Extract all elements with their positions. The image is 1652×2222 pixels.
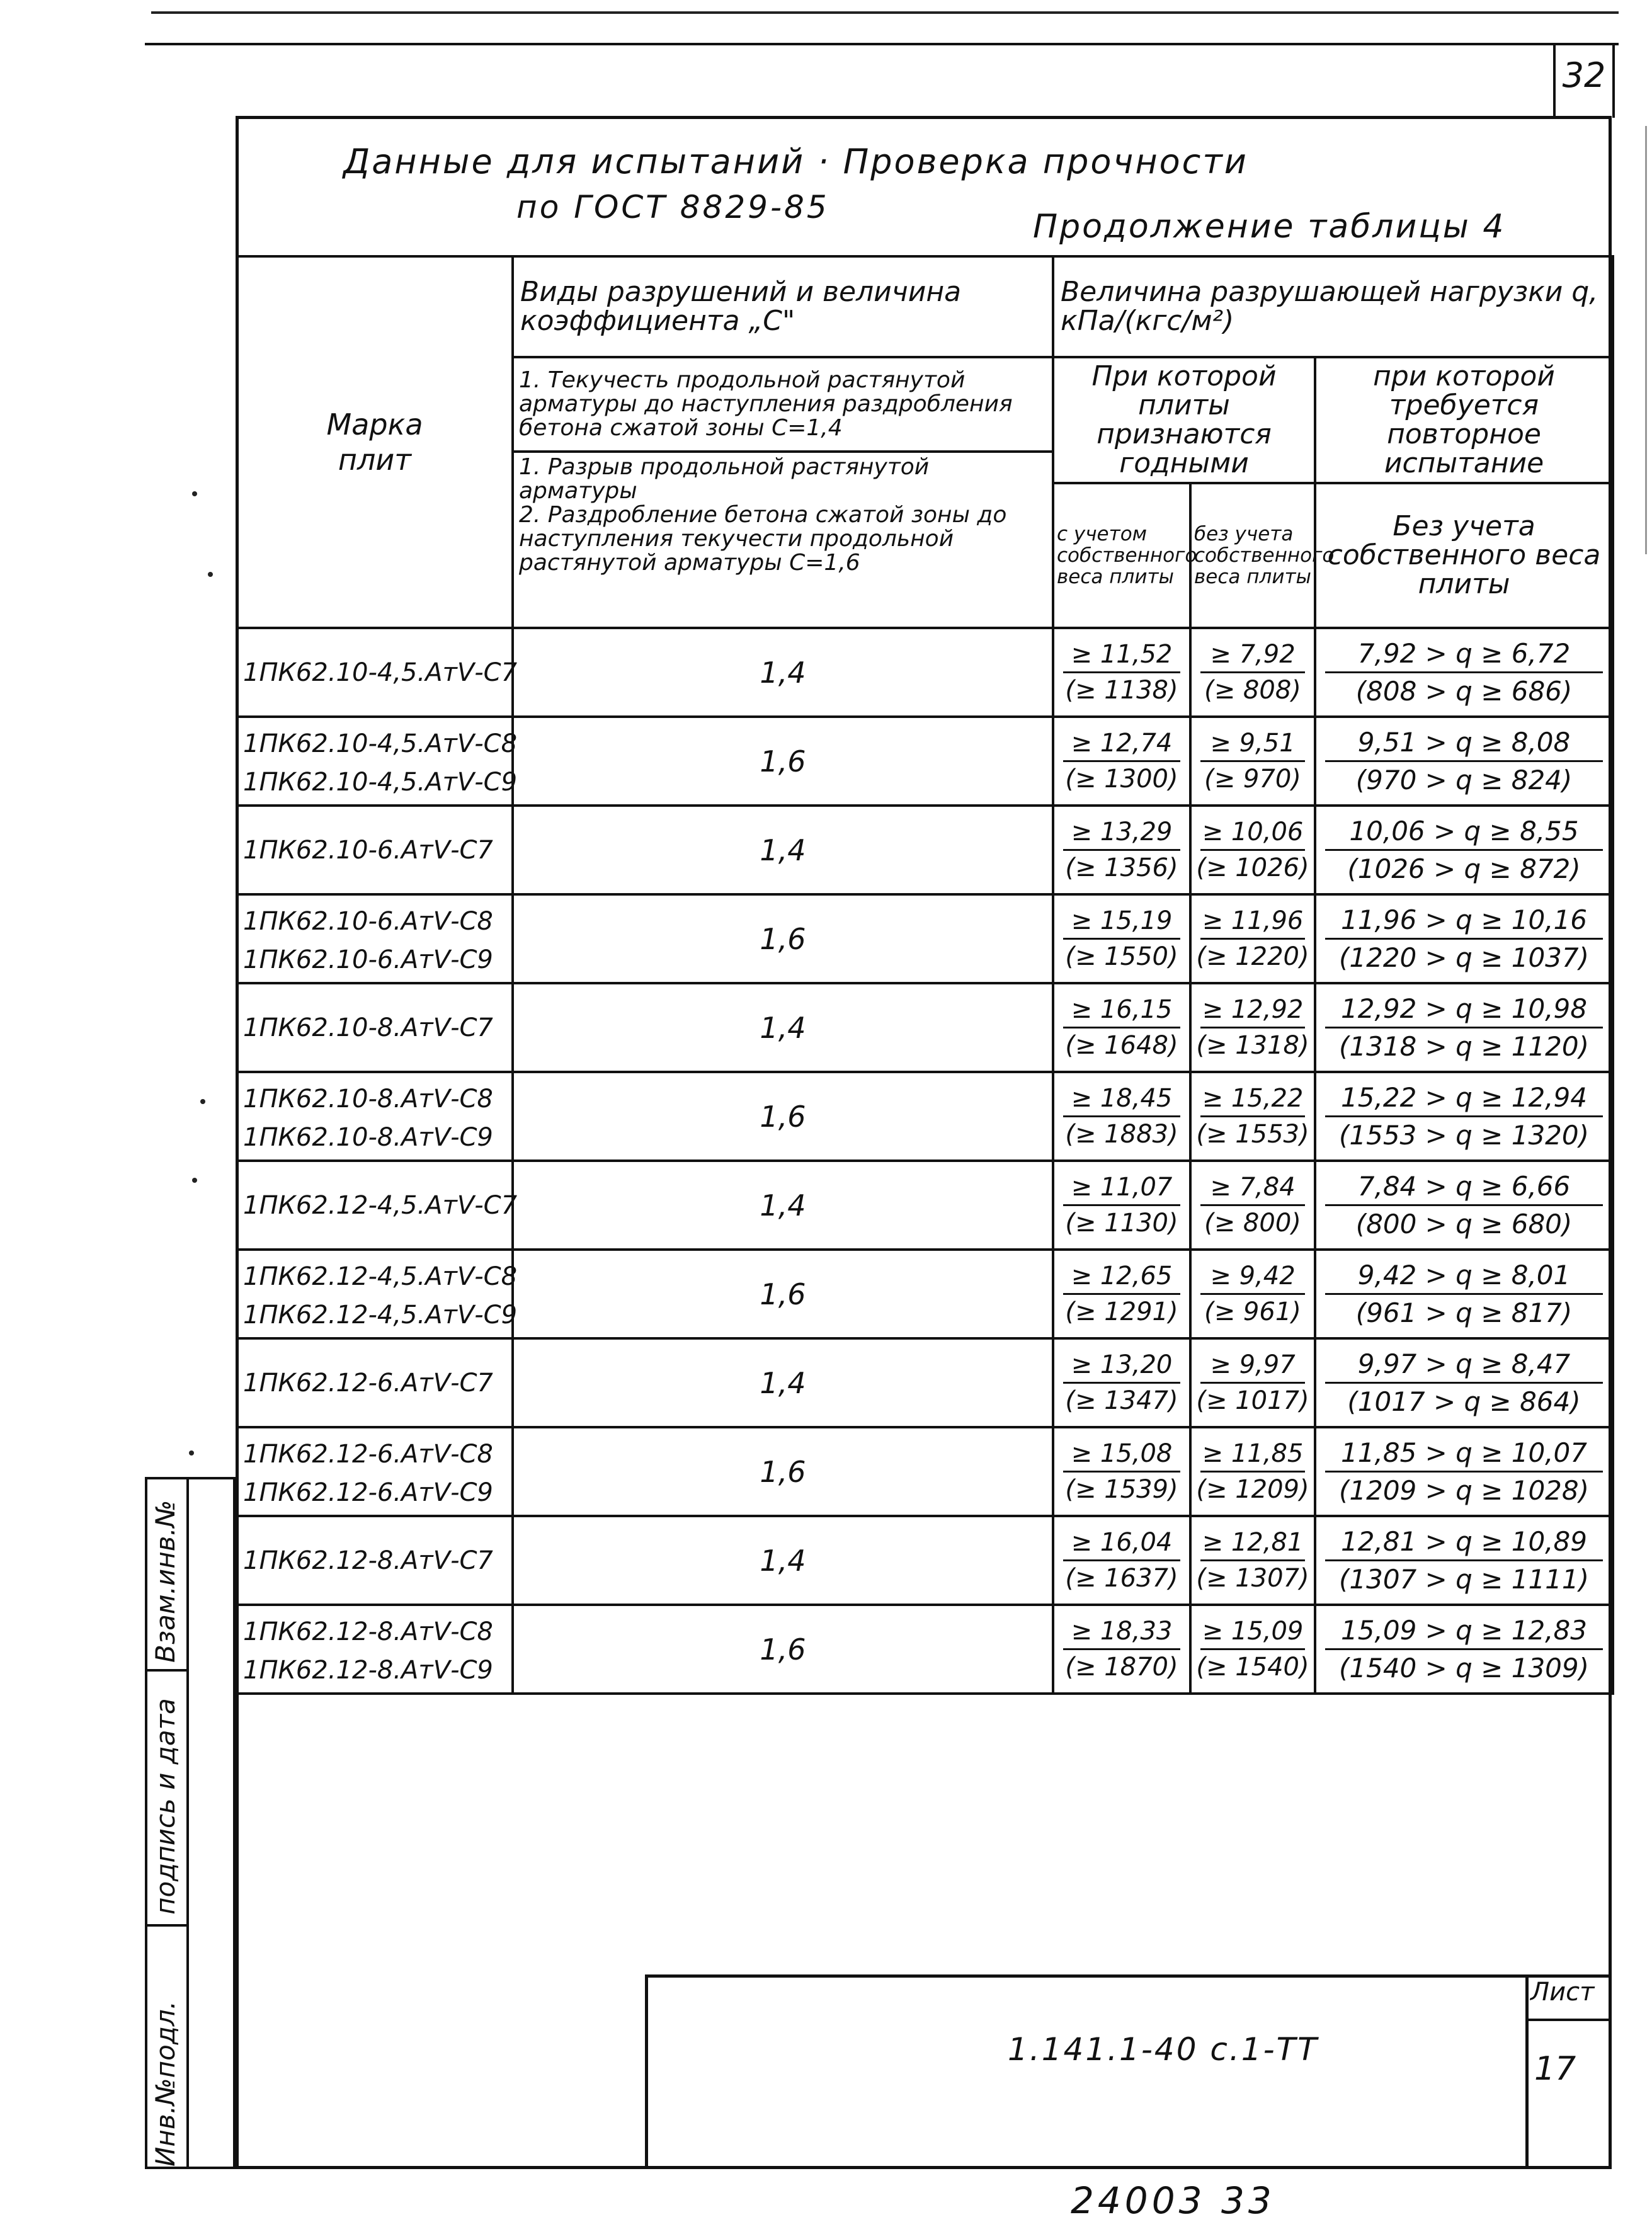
load-without-weight-kgs: (≥ 800): [1204, 1209, 1301, 1238]
load-with-weight-kgs: (≥ 1550): [1065, 942, 1178, 971]
load-with-weight-kpa: ≥ 12,65: [1063, 1262, 1180, 1295]
retest-range-kgs: (1209 > q ≥ 1028): [1339, 1475, 1589, 1506]
load-without-weight-kpa: ≥ 7,92: [1200, 640, 1305, 673]
retest-range-kgs: (1220 > q ≥ 1037): [1339, 942, 1589, 973]
load-without-weight: [1190, 894, 1315, 983]
load-without-weight-kgs: (≥ 1026): [1196, 853, 1309, 882]
coefficient-c: 1,4: [513, 983, 1053, 1072]
scan-speck: [189, 1450, 194, 1456]
load-with-weight-kgs: (≥ 1883): [1065, 1120, 1178, 1149]
scan-speck: [200, 1099, 205, 1104]
load-without-weight-kgs: (≥ 1318): [1196, 1031, 1309, 1060]
load-without-weight-kgs: (≥ 961): [1204, 1297, 1301, 1326]
coefficient-c: 1,4: [513, 1338, 1053, 1427]
slab-mark: 1ПК62.12-6.АтⅤ-С9: [243, 1478, 493, 1507]
table-row: [237, 894, 1613, 983]
scan-edge-mark: [1645, 126, 1647, 554]
table-row: [237, 1072, 1613, 1161]
retest-range-kgs: (1017 > q ≥ 864): [1347, 1386, 1581, 1417]
load-without-weight-kgs: (≥ 1017): [1196, 1386, 1309, 1415]
table-row: [237, 806, 1613, 894]
coefficient-c: 1,6: [513, 717, 1053, 806]
load-with-weight: [1053, 1516, 1190, 1605]
retest-range: [1315, 1161, 1613, 1250]
retest-range-kpa: 11,96 > q ≥ 10,16: [1325, 904, 1603, 940]
header-marka: [237, 256, 513, 628]
load-with-weight: [1053, 628, 1190, 717]
coefficient-c: 1,6: [513, 1250, 1053, 1338]
load-without-weight-kpa: ≥ 15,22: [1200, 1084, 1305, 1117]
retest-range-kgs: (808 > q ≥ 686): [1355, 676, 1573, 707]
load-with-weight-kpa: ≥ 11,52: [1063, 640, 1180, 673]
slab-mark-cell: [237, 806, 513, 894]
slab-mark: 1ПК62.10-6.АтⅤ-С8: [243, 907, 493, 936]
retest-range: [1315, 1427, 1613, 1516]
load-with-weight-kpa: ≥ 15,08: [1063, 1439, 1180, 1473]
table-row: [237, 717, 1613, 806]
retest-range-kgs: (961 > q ≥ 817): [1355, 1297, 1573, 1328]
slab-mark-cell: [237, 1516, 513, 1605]
retest-range-kgs: (1540 > q ≥ 1309): [1339, 1653, 1589, 1684]
slab-mark-cell: [237, 983, 513, 1072]
load-with-weight-kpa: ≥ 18,45: [1063, 1084, 1180, 1117]
load-with-weight-kgs: (≥ 1870): [1065, 1653, 1178, 1682]
slab-mark-cell: [237, 894, 513, 983]
retest-range-kpa: 11,85 > q ≥ 10,07: [1325, 1437, 1603, 1473]
load-with-weight-kpa: ≥ 12,74: [1063, 729, 1180, 762]
test-data-table: [236, 255, 1614, 1695]
retest-range: [1315, 983, 1613, 1072]
retest-range-kgs: (970 > q ≥ 824): [1355, 765, 1573, 795]
title-block: [645, 1974, 1612, 2169]
load-with-weight-kgs: (≥ 1291): [1065, 1297, 1178, 1326]
load-with-weight-kgs: (≥ 1300): [1065, 765, 1178, 794]
retest-range-kpa: 15,09 > q ≥ 12,83: [1325, 1615, 1603, 1650]
slab-mark-cell: [237, 1338, 513, 1427]
slab-mark-cell: [237, 1250, 518, 1338]
slab-mark: 1ПК62.12-8.АтⅤ-С9: [243, 1656, 493, 1685]
table-body: [237, 628, 1613, 1694]
retest-range: [1315, 628, 1613, 717]
slab-mark: 1ПК62.10-6.АтⅤ-С9: [243, 945, 493, 974]
retest-range: [1315, 1338, 1613, 1427]
retest-range-kpa: 9,97 > q ≥ 8,47: [1325, 1348, 1603, 1384]
load-with-weight-kpa: ≥ 13,20: [1063, 1350, 1180, 1384]
retest-range-kpa: 15,22 > q ≥ 12,94: [1325, 1082, 1603, 1117]
header-failure-types: Виды разрушений и величина коэффициента „С": [513, 256, 1053, 357]
slab-mark-cell: [237, 717, 518, 806]
table-row: [237, 1161, 1613, 1250]
load-without-weight-kpa: ≥ 9,51: [1200, 729, 1305, 762]
load-without-weight: [1190, 1516, 1315, 1605]
slab-mark: 1ПК62.12-4,5.АтⅤ-С8: [243, 1262, 518, 1291]
table-row: [237, 1250, 1613, 1338]
page-title: Данные для испытаний · Проверка прочности: [343, 142, 1248, 181]
slab-mark-cell: [237, 1161, 518, 1250]
retest-range-kpa: 7,84 > q ≥ 6,66: [1325, 1171, 1603, 1206]
load-without-weight: [1190, 717, 1315, 806]
slab-mark: 1ПК62.10-8.АтⅤ-С8: [243, 1085, 493, 1114]
load-without-weight-kgs: (≥ 970): [1204, 765, 1301, 794]
slab-mark: 1ПК62.12-8.АтⅤ-С8: [243, 1617, 493, 1646]
load-without-weight: [1190, 806, 1315, 894]
retest-range-kgs: (1307 > q ≥ 1111): [1339, 1564, 1589, 1595]
load-with-weight: [1053, 717, 1190, 806]
header-load: Величина разрушающей нагрузки q, кПа/(кгс/м²): [1053, 256, 1613, 357]
scan-speck: [192, 1178, 197, 1183]
slab-mark: 1ПК62.10-8.АтⅤ-С7: [243, 1013, 493, 1042]
retest-range-kgs: (800 > q ≥ 680): [1355, 1209, 1573, 1239]
retest-range-kpa: 12,81 > q ≥ 10,89: [1325, 1526, 1603, 1561]
load-with-weight: [1053, 983, 1190, 1072]
slab-mark: 1ПК62.12-4,5.АтⅤ-С9: [243, 1301, 518, 1330]
header-with-weight: с учетом собственного веса плиты: [1053, 483, 1190, 628]
header-retest: при которой требуется повторное испытание: [1315, 357, 1613, 483]
table-row: [237, 1338, 1613, 1427]
load-without-weight-kpa: ≥ 10,06: [1200, 818, 1305, 851]
coefficient-c: 1,4: [513, 806, 1053, 894]
side-label-podpis: подпись и дата: [150, 1698, 181, 1915]
load-with-weight: [1053, 1427, 1190, 1516]
load-with-weight: [1053, 1605, 1190, 1694]
retest-range: [1315, 806, 1613, 894]
load-without-weight: [1190, 1072, 1315, 1161]
retest-range: [1315, 1250, 1613, 1338]
retest-range-kgs: (1026 > q ≥ 872): [1347, 853, 1581, 884]
load-with-weight-kgs: (≥ 1138): [1065, 676, 1178, 705]
slab-mark-cell: [237, 1072, 513, 1161]
load-without-weight: [1190, 1250, 1315, 1338]
header-retest-without-weight: Без учета собственного веса плиты: [1315, 483, 1613, 628]
top-rule: [151, 11, 1619, 14]
load-without-weight-kgs: (≥ 1220): [1196, 942, 1309, 971]
load-without-weight: [1190, 1161, 1315, 1250]
load-without-weight-kgs: (≥ 1540): [1196, 1653, 1309, 1682]
coefficient-c: 1,6: [513, 1072, 1053, 1161]
load-with-weight: [1053, 894, 1190, 983]
frame-top-rule: [145, 43, 1619, 45]
load-without-weight: [1190, 1338, 1315, 1427]
load-with-weight-kpa: ≥ 13,29: [1063, 818, 1180, 851]
document-code: 1.141.1-40 с.1-ТТ: [1008, 2031, 1319, 2068]
retest-range-kpa: 9,51 > q ≥ 8,08: [1325, 727, 1603, 762]
retest-range-kpa: 10,06 > q ≥ 8,55: [1325, 816, 1603, 851]
scan-speck: [192, 491, 197, 496]
load-with-weight-kgs: (≥ 1347): [1065, 1386, 1178, 1415]
list-label: Лист: [1530, 1978, 1595, 2007]
load-without-weight-kpa: ≥ 9,42: [1200, 1262, 1305, 1295]
scan-speck: [208, 572, 213, 577]
slab-mark: 1ПК62.10-6.АтⅤ-С7: [243, 835, 493, 865]
retest-range: [1315, 1072, 1613, 1161]
table-row: [237, 1605, 1613, 1694]
load-with-weight: [1053, 1338, 1190, 1427]
retest-range: [1315, 894, 1613, 983]
retest-range-kpa: 9,42 > q ≥ 8,01: [1325, 1260, 1603, 1295]
load-with-weight-kpa: ≥ 11,07: [1063, 1173, 1180, 1206]
retest-range-kgs: (1553 > q ≥ 1320): [1339, 1120, 1589, 1151]
load-with-weight-kgs: (≥ 1648): [1065, 1031, 1178, 1060]
load-with-weight-kpa: ≥ 18,33: [1063, 1617, 1180, 1650]
load-without-weight-kpa: ≥ 12,92: [1200, 995, 1305, 1028]
slab-mark-cell: [237, 1605, 513, 1694]
load-with-weight: [1053, 1072, 1190, 1161]
header-fit: При которой плиты признаются годными: [1053, 357, 1315, 483]
side-label-vzam: Взам.инв.№: [150, 1500, 181, 1663]
retest-range: [1315, 1516, 1613, 1605]
coefficient-c: 1,6: [513, 894, 1053, 983]
load-without-weight-kpa: ≥ 12,81: [1200, 1528, 1305, 1561]
load-without-weight-kpa: ≥ 11,85: [1200, 1439, 1305, 1473]
load-with-weight: [1053, 1250, 1190, 1338]
load-without-weight-kgs: (≥ 1553): [1196, 1120, 1309, 1149]
load-with-weight-kgs: (≥ 1539): [1065, 1475, 1178, 1504]
slab-mark: 1ПК62.10-4,5.АтⅤ-С9: [243, 768, 518, 797]
load-with-weight-kpa: ≥ 16,15: [1063, 995, 1180, 1028]
load-without-weight-kpa: ≥ 15,09: [1200, 1617, 1305, 1650]
table-row: [237, 1427, 1613, 1516]
header-failure-a: 1. Текучесть продольной растянутой арматуры до наступления раздробления бетона сжатой зоны С=1,4: [513, 357, 1053, 452]
load-with-weight-kpa: ≥ 15,19: [1063, 906, 1180, 940]
load-with-weight: [1053, 1161, 1190, 1250]
coefficient-c: 1,4: [513, 628, 1053, 717]
load-with-weight-kgs: (≥ 1130): [1065, 1209, 1178, 1238]
side-label-inv: Инв.№подл.: [150, 2000, 181, 2167]
load-without-weight-kgs: (≥ 1209): [1196, 1475, 1309, 1504]
slab-mark: 1ПК62.12-6.АтⅤ-С8: [243, 1440, 493, 1469]
load-with-weight-kgs: (≥ 1637): [1065, 1564, 1178, 1593]
load-with-weight-kgs: (≥ 1356): [1065, 853, 1178, 882]
slab-mark: 1ПК62.12-6.АтⅤ-С7: [243, 1368, 493, 1398]
load-without-weight-kpa: ≥ 7,84: [1200, 1173, 1305, 1206]
load-without-weight: [1190, 1427, 1315, 1516]
load-without-weight-kgs: (≥ 1307): [1196, 1564, 1309, 1593]
bottom-number: 24003 33: [1071, 2179, 1275, 2222]
retest-range: [1315, 717, 1613, 806]
table-continuation-label: Продолжение таблицы 4: [1033, 208, 1506, 246]
table-row: [237, 983, 1613, 1072]
load-without-weight-kpa: ≥ 11,96: [1200, 906, 1305, 940]
load-with-weight: [1053, 806, 1190, 894]
slab-mark: 1ПК62.10-8.АтⅤ-С9: [243, 1123, 493, 1152]
list-number: 17: [1534, 2050, 1576, 2088]
slab-mark: 1ПК62.12-8.АтⅤ-С7: [243, 1546, 493, 1575]
retest-range-kpa: 12,92 > q ≥ 10,98: [1325, 993, 1603, 1028]
retest-range-kpa: 7,92 > q ≥ 6,72: [1325, 638, 1603, 673]
table-row: [237, 1516, 1613, 1605]
header-failure-b: 1. Разрыв продольной растянутой арматуры 2. Раздробление бетона сжатой зоны до наступления текучести продольной растянутой арматуры С=1,6: [513, 452, 1053, 628]
header-without-weight: без учета собственного веса плиты: [1190, 483, 1315, 628]
header-marka-text: Марка плит: [326, 407, 423, 477]
slab-mark: 1ПК62.10-4,5.АтⅤ-С8: [243, 729, 518, 758]
load-without-weight: [1190, 1605, 1315, 1694]
load-without-weight: [1190, 983, 1315, 1072]
slab-mark: 1ПК62.12-4,5.АтⅤ-С7: [243, 1190, 518, 1220]
retest-range: [1315, 1605, 1613, 1694]
load-without-weight-kgs: (≥ 808): [1204, 676, 1301, 705]
coefficient-c: 1,6: [513, 1427, 1053, 1516]
coefficient-c: 1,4: [513, 1516, 1053, 1605]
page-subtitle: по ГОСТ 8829-85: [516, 189, 829, 225]
load-without-weight-kpa: ≥ 9,97: [1200, 1350, 1305, 1384]
coefficient-c: 1,6: [513, 1605, 1053, 1694]
load-without-weight: [1190, 628, 1315, 717]
slab-mark-cell: [237, 628, 518, 717]
table-row: [237, 628, 1613, 717]
slab-mark: 1ПК62.10-4,5.АтⅤ-С7: [243, 658, 518, 687]
retest-range-kgs: (1318 > q ≥ 1120): [1339, 1031, 1589, 1062]
load-with-weight-kpa: ≥ 16,04: [1063, 1528, 1180, 1561]
list-divider: [1525, 2019, 1612, 2021]
coefficient-c: 1,4: [513, 1161, 1053, 1250]
sheet-number: 32: [1562, 55, 1606, 95]
slab-mark-cell: [237, 1427, 513, 1516]
